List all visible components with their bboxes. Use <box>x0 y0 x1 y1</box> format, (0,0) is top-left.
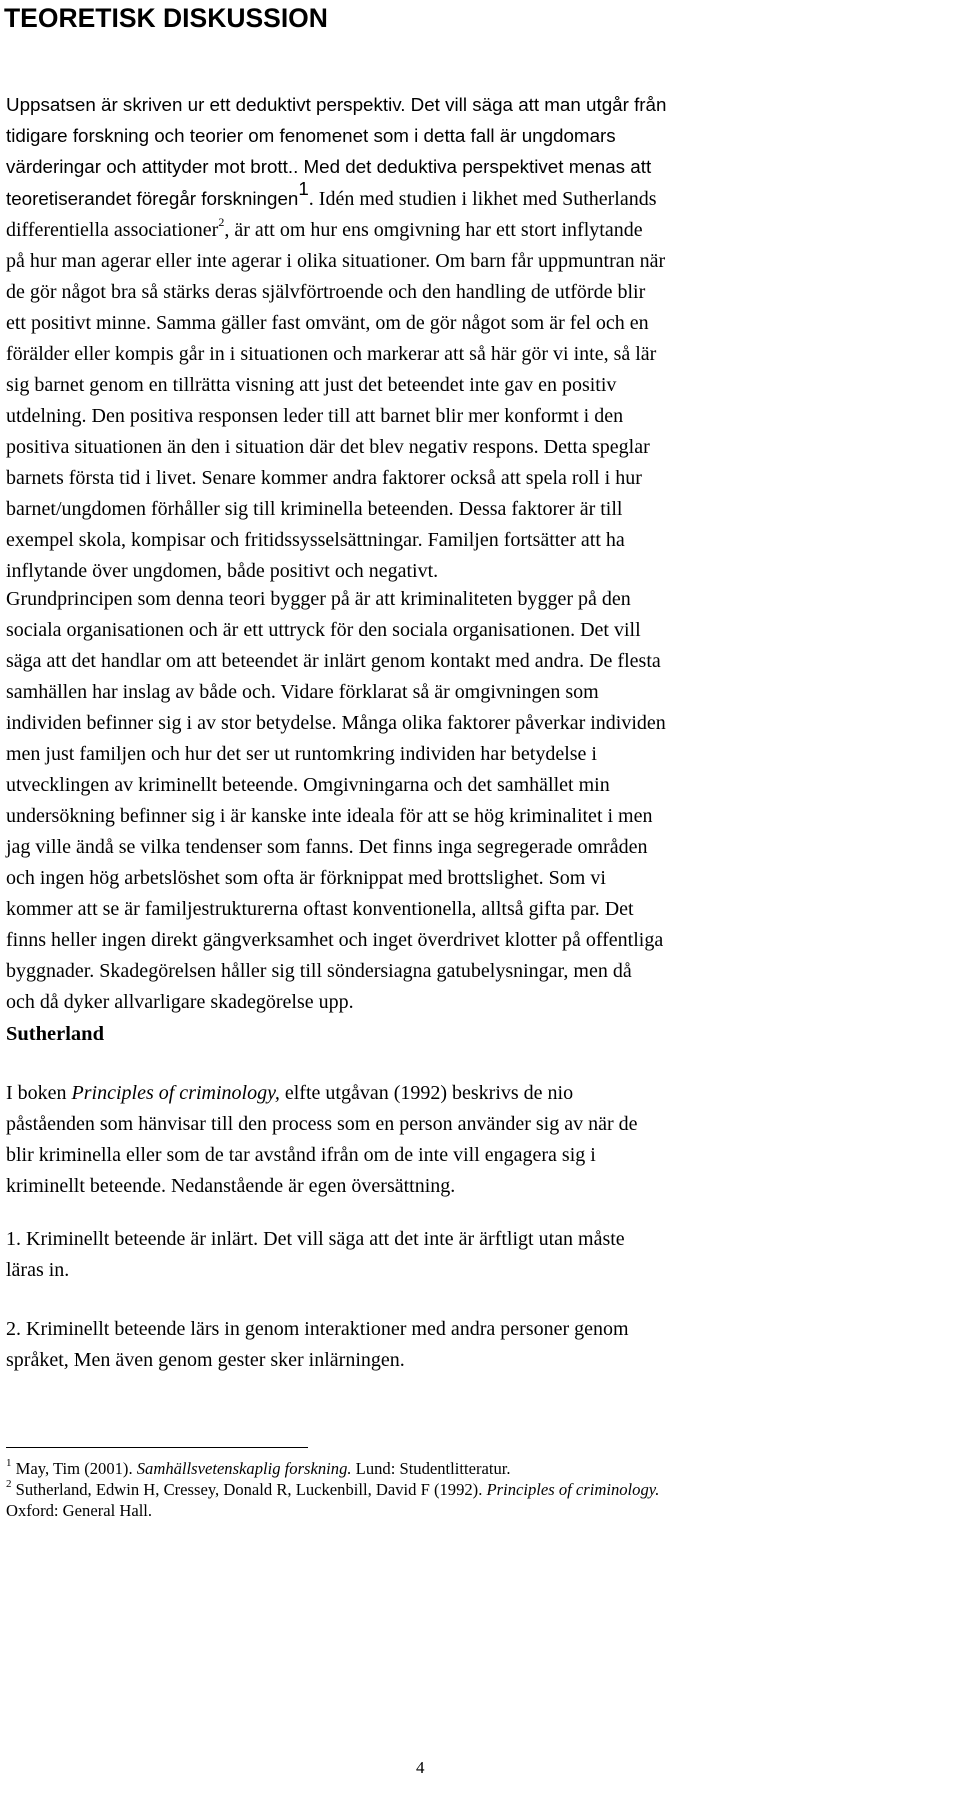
paragraph-line: utvecklingen av kriminellt beteende. Omgivningarna och det samhället min <box>6 774 610 796</box>
paragraph-line: positiva situationen än den i situation där det blev negativ respons. Detta speglar <box>6 436 650 458</box>
list-item-line: läras in. <box>6 1259 70 1281</box>
paragraph-line <box>6 151 666 183</box>
sutherland-paragraph <box>6 1078 637 1202</box>
paragraph-line <box>6 215 666 246</box>
list-item <box>6 1314 629 1376</box>
principle-paragraph <box>6 584 666 1018</box>
paragraph-line: barnet/ungdomen förhåller sig till kriminella beteenden. Dessa faktorer är till <box>6 498 623 520</box>
paragraph-line: kriminellt beteende. Nedanstående är egen översättning. <box>6 1175 456 1197</box>
paragraph-line: kommer att se är familjestrukturerna oftast konventionella, alltså gifta par. Det <box>6 898 634 920</box>
footnote-title: Principles of criminology. <box>486 1480 660 1499</box>
paragraph-line: undersökning befinner sig i är kanske inte ideala för att se hög kriminalitet i men <box>6 805 653 827</box>
paragraph-line: utdelning. Den positiva responsen leder till att barnet blir mer konformt i den <box>6 405 624 427</box>
intro-paragraph <box>6 89 666 587</box>
footnote-2 <box>6 1479 659 1500</box>
footnotes <box>6 1458 659 1521</box>
paragraph-line: säga att det handlar om att beteendet är inlärt genom kontakt med andra. De flesta <box>6 650 661 672</box>
paragraph-line: byggnader. Skadegörelsen håller sig till söndersiagna gatubelysningar, men då <box>6 960 632 982</box>
paragraph-line: finns heller ingen direkt gängverksamhet och inget överdrivet klotter på offentliga <box>6 929 664 951</box>
paragraph-line: inflytande över ungdomen, både positivt och negativt. <box>6 560 439 582</box>
page-number: 4 <box>416 1758 425 1777</box>
footnote-ref-1: 1 <box>298 178 309 200</box>
paragraph-line <box>6 1078 637 1109</box>
paragraph-line: sociala organisationen och är ett uttryck för den sociala organisationen. Det vill <box>6 619 641 641</box>
book-title: Principles of criminology, <box>71 1082 280 1104</box>
line-segment: värderingar och attityder mot brott. <box>6 156 294 177</box>
paragraph-line: barnets första tid i livet. Senare kommer andra faktorer också att spela roll i hur <box>6 467 642 489</box>
line-segment: teoretiserandet föregår forskningen <box>6 188 299 209</box>
line-segment: I boken <box>6 1082 72 1104</box>
paragraph-line: på hur man agerar eller inte agerar i olika situationer. Om barn får uppmuntran när <box>6 250 666 272</box>
paragraph-line: och ingen hög arbetslöshet som ofta är förknippat med brottslighet. Som vi <box>6 867 606 889</box>
footnote-text: May, Tim (2001). <box>11 1459 137 1478</box>
footnote-text: Sutherland, Edwin H, Cressey, Donald R, Luckenbill, David F (1992). <box>11 1480 487 1499</box>
footnote-1 <box>6 1458 659 1479</box>
footnote-number: 2 <box>6 1478 12 1491</box>
paragraph-line: Grundprincipen som denna teori bygger på är att kriminaliteten bygger på den <box>6 588 631 610</box>
line-segment: differentiella associationer <box>6 219 219 241</box>
paragraph-line: samhällen har inslag av både och. Vidare förklarat så är omgivningen som <box>6 681 599 703</box>
paragraph-line: tidigare forskning och teorier om fenomenet som i detta fall är ungdomars <box>6 125 616 146</box>
paragraph-line: förälder eller kompis går in i situationen och markerar att så här gör vi inte, så lär <box>6 343 657 365</box>
line-segment: , är att om hur ens omgivning har ett stort inflytande <box>224 219 643 241</box>
footnote-divider <box>6 1447 308 1448</box>
footnote-title: Samhällsvetenskaplig forskning. <box>136 1459 352 1478</box>
footnote-text: Lund: Studentlitteratur. <box>351 1459 511 1478</box>
paragraph-line: Uppsatsen är skriven ur ett deduktivt perspektiv. Det vill säga att man utgår från <box>6 94 667 115</box>
paragraph-line: jag ville ändå se vilka tendenser som fanns. Det finns inga segregerade områden <box>6 836 648 858</box>
paragraph-line <box>6 178 666 215</box>
list-item-line: 1. Kriminellt beteende är inlärt. Det vill säga att det inte är ärftligt utan måste <box>6 1228 625 1250</box>
line-segment: . Med det deduktiva perspektivet menas att <box>293 156 652 177</box>
section-heading: TEORETISK DISKUSSION <box>4 3 328 33</box>
subsection-heading: Sutherland <box>6 1023 104 1045</box>
footnote-ref-2: 2 <box>218 215 225 230</box>
paragraph-line: ett positivt minne. Samma gäller fast omvänt, om de gör något som är fel och en <box>6 312 649 334</box>
list-item-line: 2. Kriminellt beteende lärs in genom interaktioner med andra personer genom <box>6 1318 629 1340</box>
line-segment: . Idén med studien i likhet med Sutherlands <box>308 188 657 210</box>
list-item-line: språket, Men även genom gester sker inlärningen. <box>6 1349 405 1371</box>
paragraph-line: de gör något bra så stärks deras självförtroende och den handling de utförde blir <box>6 281 646 303</box>
paragraph-line: sig barnet genom en tillrätta visning att just det beteendet inte gav en positiv <box>6 374 617 396</box>
line-segment: elfte utgåvan (1992) beskrivs de nio <box>279 1082 574 1104</box>
list-item <box>6 1224 625 1286</box>
paragraph-line: och då dyker allvarligare skadegörelse upp. <box>6 991 354 1013</box>
paragraph-line: exempel skola, kompisar och fritidssysselsättningar. Familjen fortsätter att ha <box>6 529 625 551</box>
paragraph-line: blir kriminella eller som de tar avstånd ifrån om de inte vill engagera sig i <box>6 1144 596 1166</box>
paragraph-line: individen befinner sig i av stor betydelse. Många olika faktorer påverkar individen <box>6 712 666 734</box>
paragraph-line: men just familjen och hur det ser ut runtomkring individen har betydelse i <box>6 743 597 765</box>
footnote-2-continued: Oxford: General Hall. <box>6 1501 153 1520</box>
paragraph-line: påståenden som hänvisar till den process som en person använder sig av när de <box>6 1113 638 1135</box>
footnote-number: 1 <box>6 1457 12 1470</box>
